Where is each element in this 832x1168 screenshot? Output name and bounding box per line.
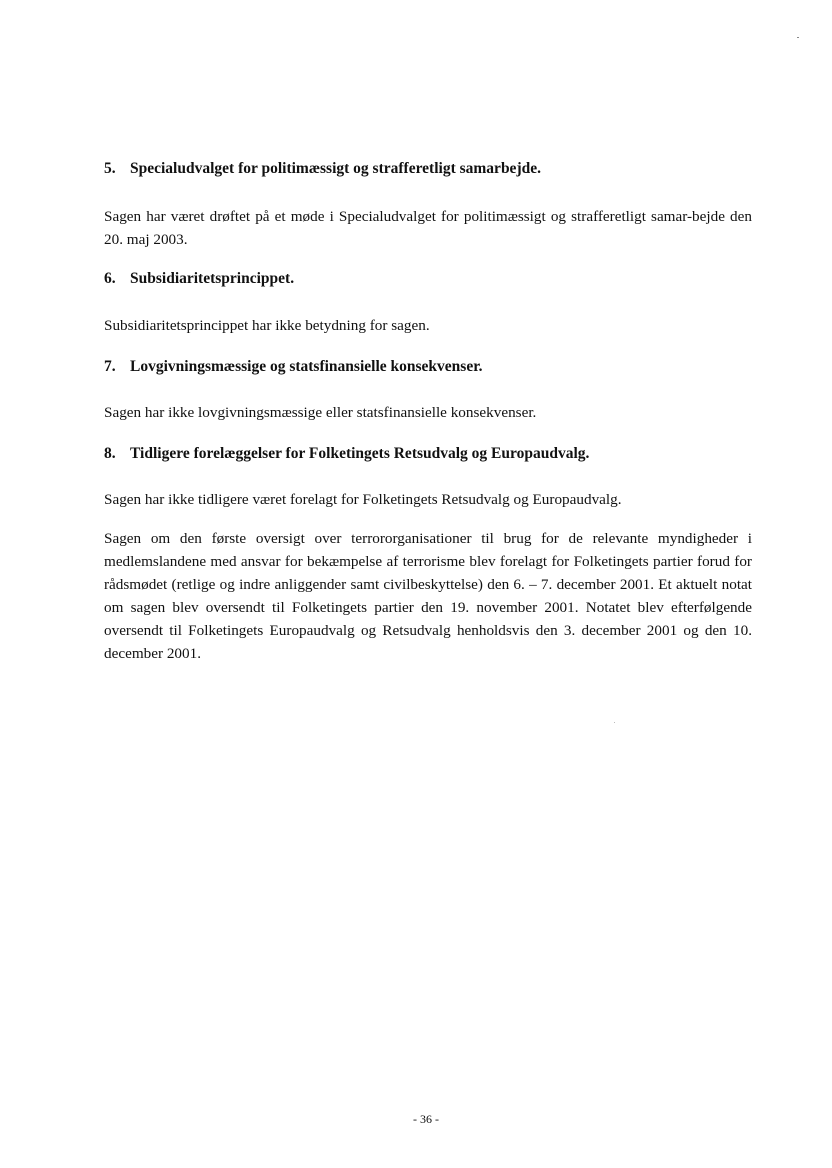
section-number: 5. (104, 160, 116, 177)
section-paragraph: Sagen har ikke tidligere været forelagt for Folketingets Retsudvalg og Europaudvalg. (104, 491, 622, 508)
section-paragraph: Subsidiaritetsprincippet har ikke betydning for sagen. (104, 317, 430, 334)
section-paragraph: Sagen har været drøftet på et møde i Specialudvalget for politimæssigt og strafferetligt samar-bejde den 20. maj 2003. (104, 208, 752, 248)
section-title: Tidligere forelæggelser for Folketingets Retsudvalg og Europaudvalg. (130, 445, 590, 462)
scan-speck (614, 722, 615, 723)
section-heading-5 (104, 159, 752, 179)
section-paragraph: Sagen har ikke lovgivningsmæssige eller statsfinansielle konsekvenser. (104, 404, 537, 421)
scan-speck (797, 37, 799, 38)
section-number: 8. (104, 445, 116, 462)
section-heading-6 (104, 269, 752, 289)
section-title: Subsidiaritetsprincippet. (130, 270, 295, 287)
section-paragraph: Sagen om den første oversigt over terrororganisationer til brug for de relevante myndigheder i medlemslandene med ansvar for bekæmpelse af terrorisme blev forelagt for Folketingets partier forud for rådsmødet (retlige og indre anliggender samt civilbeskyttelse) den 6. – 7. december 2001. Et aktuelt notat om sagen blev oversendt til Folketingets partier den 19. november 2001. Notatet blev efterfølgende oversendt til Folketingets Europaudvalg og Retsudvalg henholdsvis den 3. december 2001 og den 10. december 2001. (104, 530, 752, 662)
section-number: 6. (104, 270, 116, 287)
section-title: Lovgivningsmæssige og statsfinansielle konsekvenser. (130, 358, 483, 375)
section-heading-7 (104, 357, 752, 377)
section-title: Specialudvalget for politimæssigt og strafferetligt samarbejde. (130, 160, 541, 177)
section-number: 7. (104, 358, 116, 375)
page-content (104, 159, 752, 665)
section-heading-8 (104, 444, 752, 464)
page-number: - 36 - (413, 1112, 439, 1126)
